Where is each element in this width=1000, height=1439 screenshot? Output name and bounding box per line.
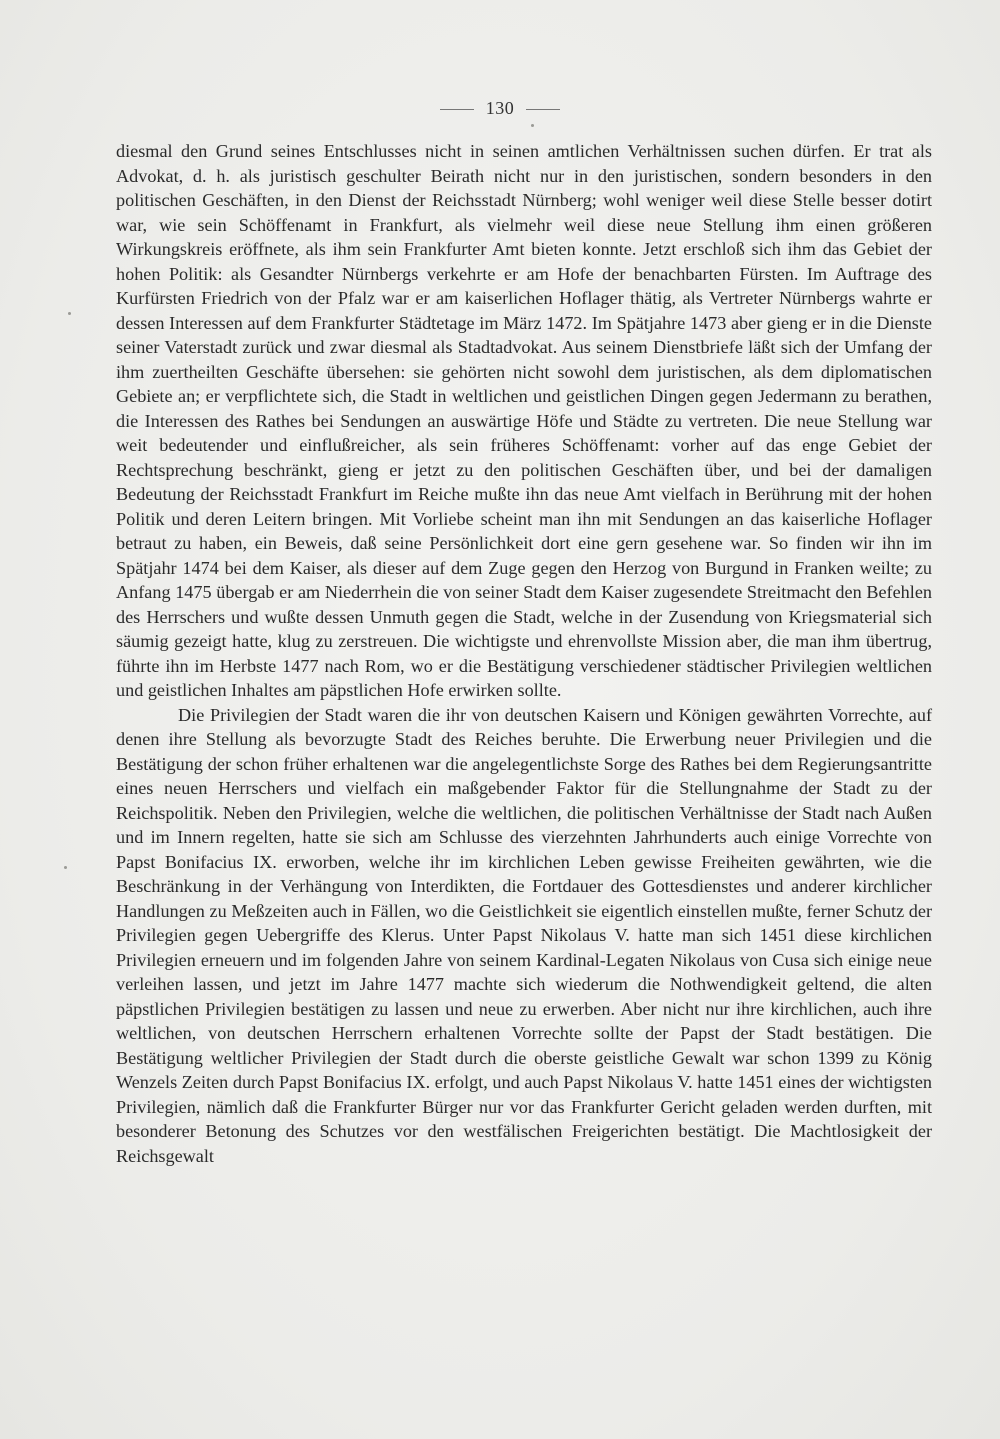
body-text [116,139,932,1168]
page-header [0,98,1000,119]
header-dash-right [526,109,560,110]
paper-speck [531,124,534,127]
page-number: 130 [485,98,515,118]
paragraph-2: Die Privilegien der Stadt waren die ihr von deutschen Kaisern und Königen gewährten Vorrechte, auf denen ihre Stellung als bevorzugte Stadt des Reiches beruhte. Die Erwerbung neuer Privilegien und die Bestätigung der schon früher erhaltenen war die angelegentlichste Sorge des Rathes bei dem Regierungsantritte eines neuen Herrschers und vielfach ein maßgebender Faktor für die Stellungnahme der Stadt zu der Reichspolitik. Neben den Privilegien, welche die weltlichen, die politischen Verhältnisse der Stadt nach Außen und im Innern regelten, hatte sie sich am Schlusse des vierzehnten Jahrhunderts auch einige Vorrechte von Papst Bonifacius IX. erworben, welche ihr im kirchlichen Leben gewisse Freiheiten gewährten, wie die Beschränkung in der Verhängung von Interdikten, die Fortdauer des Gottesdienstes und anderer kirchlicher Handlungen zu Meßzeiten auch in Fällen, wo die Geistlichkeit sie eigentlich einstellen mußte, ferner Schutz der Privilegien gegen Uebergriffe des Klerus. Unter Papst Nikolaus V. hatte man sich 1451 diese kirchlichen Privilegien erneuern und im folgenden Jahre von seinem Kardinal-Legaten Nikolaus von Cusa sich einige neue verleihen lassen, und jetzt im Jahre 1477 machte sich wiederum die Nothwendigkeit geltend, die alten päpstlichen Privilegien bestätigen zu lassen und neue zu erwerben. Aber nicht nur ihre kirchlichen, auch ihre weltlichen, von deutschen Herrschern erhaltenen Vorrechte sollte der Papst der Stadt bestätigen. Die Bestätigung weltlicher Privilegien der Stadt durch die oberste geistliche Gewalt war schon 1399 zu König Wenzels Zeiten durch Papst Bonifacius IX. erfolgt, und auch Papst Nikolaus V. hatte 1451 eines der wichtigsten Privilegien, nämlich daß die Frankfurter Bürger nur vor das Frankfurter Gericht geladen werden durften, mit besonderer Betonung des Schutzes vor den westfälischen Freigerichten bestätigt. Die Machtlosigkeit der Reichsgewalt [116,704,932,1166]
paper-speck [64,866,67,869]
paragraph-1: diesmal den Grund seines Entschlusses nicht in seinen amtlichen Verhältnissen suchen dürfen. Er trat als Advokat, d. h. als juristisch geschulter Beirath nicht nur in den juristischen, sondern besonders in den politischen Geschäften, in den Dienst der Reichsstadt Nürnberg; wohl weniger weil diese Stelle besser dotirt war, wie sein Schöffenamt in Frankfurt, als vielmehr weil diese neue Stellung ihm einen größeren Wirkungskreis eröffnete, als ihm sein Frankfurter Amt bieten konnte. Jetzt erschloß sich ihm das Gebiet der hohen Politik: als Gesandter Nürnbergs verkehrte er am Hofe der benachbarten Fürsten. Im Auftrage des Kurfürsten Friedrich von der Pfalz war er am kaiserlichen Hoflager thätig, als Vertreter Nürnbergs wahrte er dessen Interessen auf dem Frankfurter Städtetage im März 1472. Im Spätjahre 1473 aber gieng er in die Dienste seiner Vaterstadt zurück und zwar diesmal als Stadtadvokat. Aus seinem Dienstbriefe läßt sich der Umfang der ihm zuertheilten Geschäfte übersehen: sie gehörten nicht sowohl dem juristischen, als dem diplomatischen Gebiete an; er verpflichtete sich, die Stadt in weltlichen und geistlichen Dingen gegen Jedermann zu berathen, die Interessen des Rathes bei Sendungen an auswärtige Höfe und Städte zu vertreten. Die neue Stellung war weit bedeutender und einflußreicher, als sein früheres Schöffenamt: vorher auf das enge Gebiet der Rechtsprechung beschränkt, gieng er jetzt zu den politischen Geschäften über, und bei der damaligen Bedeutung der Reichsstadt Frankfurt im Reiche mußte ihn das neue Amt vielfach in Berührung mit der hohen Politik und deren Leitern bringen. Mit Vorliebe scheint man ihn mit Sendungen an das kaiserliche Hoflager betraut zu haben, ein Beweis, daß seine Persönlichkeit dort eine gern gesehene war. So finden wir ihn im Spätjahr 1474 bei dem Kaiser, als dieser auf dem Zuge gegen den Herzog von Burgund in Franken weilte; zu Anfang 1475 übergab er am Niederrhein die von seiner Stadt dem Kaiser zugesendete Streitmacht den Befehlen des Herrschers und wußte dessen Unmuth gegen die Stadt, welche in der Zusendung von Kriegsmaterial sich säumig gezeigt hatte, klug zu zerstreuen. Die wichtigste und ehrenvollste Mission aber, die man ihm übertrug, führte ihn im Herbste 1477 nach Rom, wo er die Bestätigung verschiedener städtischer Privilegien weltlichen und geistlichen Inhaltes am päpstlichen Hofe erwirken sollte. [116,141,932,700]
header-dash-left [440,109,474,110]
paper-speck [68,312,71,315]
